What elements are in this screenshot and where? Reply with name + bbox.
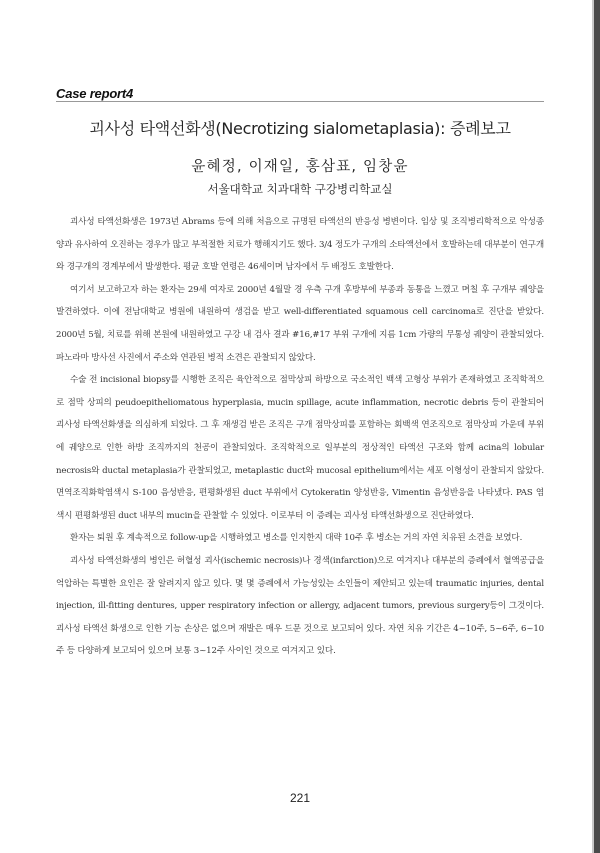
body-paragraph: 수술 전 incisional biopsy를 시행한 조직은 육안적으로 점막상피 하방으로 국소적인 백색 고형상 부위가 존재하였고 조직학적으로 점막 상피의 peudoepitheliomatous hyperplasia, mucin spillage, acute inflammation, necrotic debris 등이 관찰되어 괴사성 타액선화생을 의심하게 되었다. 그 후 재생검 받은 조직은 구개 점막상피를 포함하는 회백색 연조직으로 점막상피 가운데 부위에 궤양으로 인한 하방 조직까지의 천공이 관찰되었다. 조직학적으로 일부분의 정상적인 타액선 구조와 함께 acina의 lobular necrosis와 ductal metaplasia가 관찰되었고, metaplastic duct와 mucosal epithelium에서는 세포 이형성이 관찰되지 않았다. 면역조직화학염색시 S-100 음성반응, 편평화생된 duct 부위에서 Cytokeratin 양성반응, Vimentin 음성반응을 나타냈다. PAS 염색시 편평화생된 duct 내부의 mucin을 관찰할 수 있었다. 이로부터 이 증례는 괴사성 타액선화생으로 진단하였다. (56, 375, 544, 521)
author-affiliation: 서울대학교 치과대학 구강병리학교실 (207, 182, 393, 196)
header-rule (56, 101, 544, 102)
body-paragraph: 여기서 보고하고자 하는 환자는 29세 여자로 2000년 4월말 경 우측 구개 후방부에 부종과 동통을 느꼈고 며칠 후 구개부 궤양을 발견하였다. 이에 전남대학교 병원에 내원하여 생검을 받고 well-differentiated squamous cell carcinoma로 진단을 받았다. 2000년 5월, 치료를 위해 본원에 내원하였고 구강 내 검사 결과 #16,#17 부위 구개에 지름 1cm 가량의 무통성 궤양이 관찰되었다. 파노라마 방사선 사진에서 주소와 연관된 병적 소견은 관찰되지 않았다. (56, 284, 544, 363)
case-report-label: Case report4 (56, 86, 134, 101)
page-number: 221 (289, 791, 311, 805)
body-paragraph: 괴사성 타액선화생의 병인은 허혈성 괴사(ischemic necrosis)나 경색(infarction)으로 여겨지나 대부분의 증례에서 혈액공급을 억압하는 특별한 요인은 잘 알려지지 않고 있다. 몇 몇 증례에서 가능성있는 소인들이 제안되고 있는데 traumatic injuries, dental injection, ill-fitting dentures, upper respiratory infection or allergy, adjacent tumors, previous surgery등이 그것이다. 괴사성 타액선 화생으로 인한 기능 손상은 없으며 재발은 매우 드문 것으로 보고되어 있다. 자연 치유 기간은 4~10주, 5~6주, 6~10주 등 다양하게 보고되어 있으며 보통 3~12주 사이인 것으로 여겨지고 있다. (56, 555, 544, 657)
article-body (56, 211, 544, 663)
body-paragraph: 환자는 퇴원 후 계속적으로 follow-up을 시행하였고 병소를 인지한지 대략 10주 후 병소는 거의 자연 치유된 소견을 보였다. (70, 533, 523, 544)
article-title: 괴사성 타액선화생(Necrotizing sialometaplasia): 증례보고 (89, 119, 511, 138)
body-paragraph: 괴사성 타액선화생은 1973년 Abrams 등에 의해 처음으로 규명된 타액선의 반응성 병변이다. 임상 및 조직병리학적으로 악성종양과 유사하여 오진하는 경우가 많고 부적절한 치료가 행해지기도 했다. 3/4 정도가 구개의 소타액선에서 호발하는데 대부분이 연구개와 경구개의 경계부에서 발생한다. 평균 호발 연령은 46세이며 남자에서 두 배정도 호발한다. (56, 217, 544, 273)
author-list: 윤혜정, 이재일, 홍삼표, 임창윤 (191, 159, 409, 175)
